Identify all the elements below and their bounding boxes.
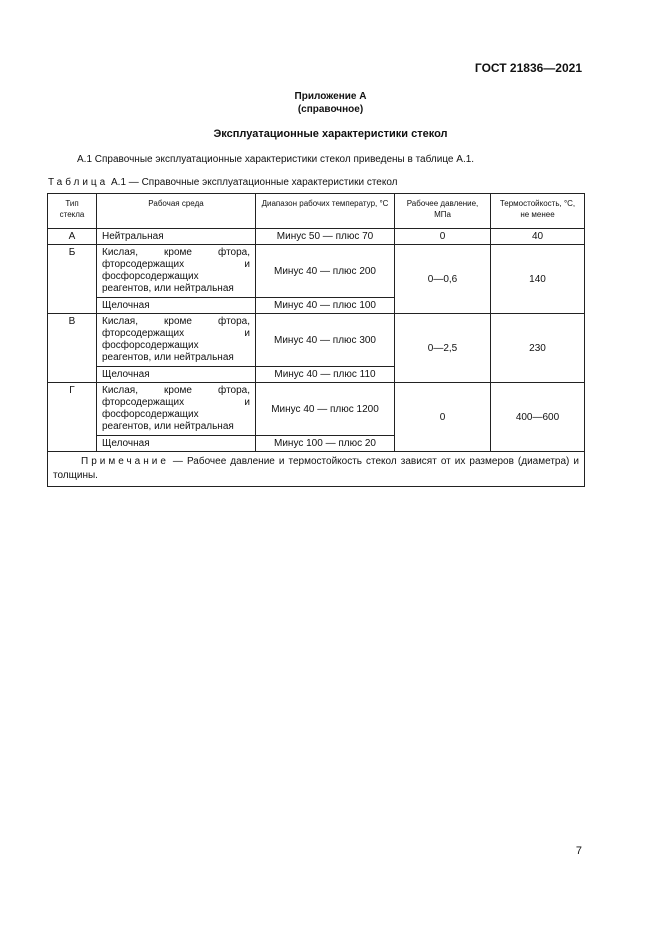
cell-heat-resistance: 140 xyxy=(491,245,585,314)
note-text: — Рабочее давление и термостойкость стекол зависят от их размеров (диаметра) и толщины. xyxy=(53,456,579,481)
table-header-row xyxy=(48,194,585,229)
table-caption-text: А.1 — Справочные эксплуатационные характеристики стекол xyxy=(111,177,398,188)
cell-type: Г xyxy=(48,383,97,452)
characteristics-table xyxy=(47,193,585,487)
cell-medium: Щелочная xyxy=(97,436,256,452)
cell-medium: Кислая, кроме фтора, фторсодержащих и фосфорсодержащих реагентов, или нейтральная xyxy=(97,383,256,436)
cell-type: А xyxy=(48,229,97,245)
cell-medium: Кислая, кроме фтора, фторсодержащих и фосфорсодержащих реагентов, или нейтральная xyxy=(97,245,256,298)
cell-temperature: Минус 40 — плюс 1200 xyxy=(256,383,395,436)
table-row xyxy=(48,314,585,367)
cell-medium: Щелочная xyxy=(97,367,256,383)
intro-paragraph: А.1 Справочные эксплуатационные характеристики стекол приведены в таблице А.1. xyxy=(77,154,475,165)
cell-temperature: Минус 100 — плюс 20 xyxy=(256,436,395,452)
header-type: Тип стекла xyxy=(48,194,97,229)
table-note-row xyxy=(48,452,585,487)
cell-heat-resistance: 40 xyxy=(491,229,585,245)
cell-temperature: Минус 40 — плюс 300 xyxy=(256,314,395,367)
header-temperature: Диапазон рабочих температур, °С xyxy=(256,194,395,229)
cell-pressure: 0—0,6 xyxy=(395,245,491,314)
cell-medium: Нейтральная xyxy=(97,229,256,245)
cell-type: В xyxy=(48,314,97,383)
header-pressure: Рабочее давление, МПа xyxy=(395,194,491,229)
table-caption xyxy=(48,177,398,188)
cell-heat-resistance: 400—600 xyxy=(491,383,585,452)
appendix-title: Приложение А xyxy=(294,91,367,102)
header-heat-resistance: Термостойкость, °С, не менее xyxy=(491,194,585,229)
table-row xyxy=(48,229,585,245)
standard-designation: ГОСТ 21836—2021 xyxy=(474,61,582,75)
table-caption-prefix: Таблица xyxy=(48,177,109,188)
header-medium: Рабочая среда xyxy=(97,194,256,229)
cell-medium: Кислая, кроме фтора, фторсодержащих и фосфорсодержащих реагентов, или нейтральная xyxy=(97,314,256,367)
cell-temperature: Минус 40 — плюс 100 xyxy=(256,298,395,314)
cell-heat-resistance: 230 xyxy=(491,314,585,383)
cell-pressure: 0 xyxy=(395,383,491,452)
table-row xyxy=(48,245,585,298)
section-heading: Эксплуатационные характеристики стекол xyxy=(213,128,448,140)
cell-temperature: Минус 50 — плюс 70 xyxy=(256,229,395,245)
cell-medium: Щелочная xyxy=(97,298,256,314)
page-number: 7 xyxy=(575,845,582,857)
cell-temperature: Минус 40 — плюс 200 xyxy=(256,245,395,298)
note-label: Примечание xyxy=(81,456,169,467)
appendix-subtitle: (справочное) xyxy=(297,104,364,115)
cell-type: Б xyxy=(48,245,97,314)
cell-temperature: Минус 40 — плюс 110 xyxy=(256,367,395,383)
cell-pressure: 0—2,5 xyxy=(395,314,491,383)
cell-pressure: 0 xyxy=(395,229,491,245)
table-row xyxy=(48,383,585,436)
table-note xyxy=(48,452,585,487)
